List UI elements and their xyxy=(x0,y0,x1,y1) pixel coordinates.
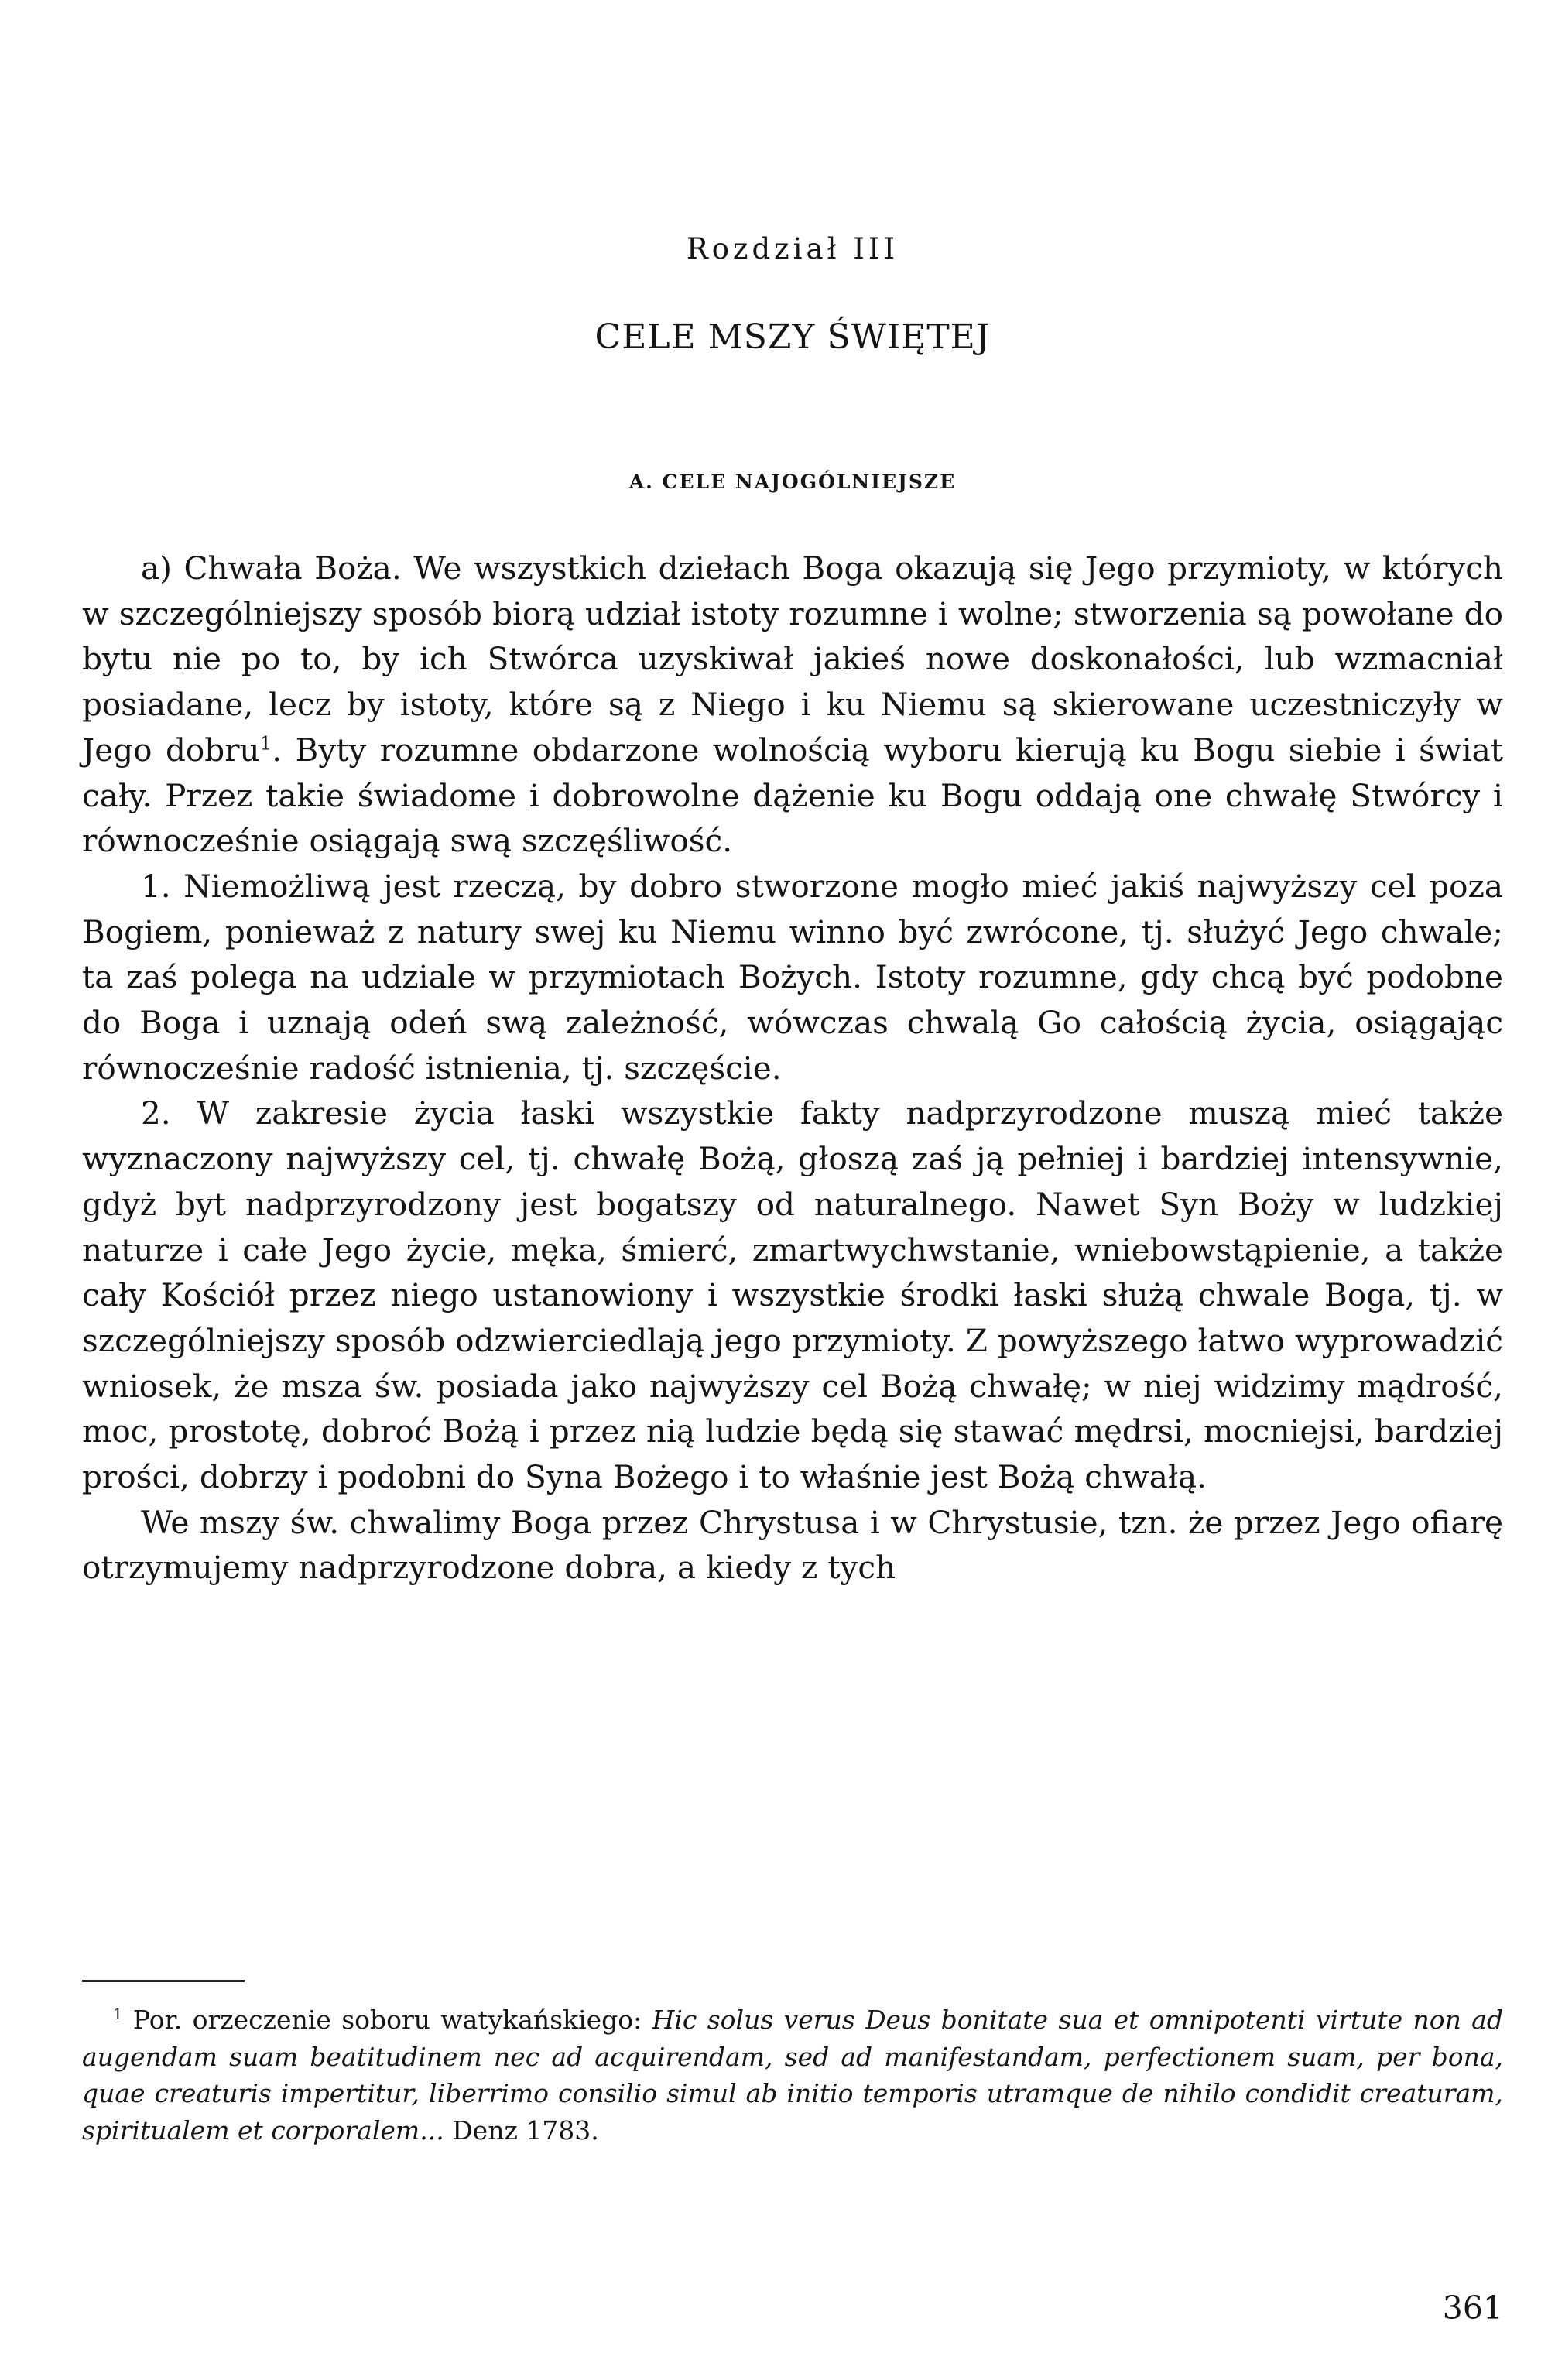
footnote-marker: 1 xyxy=(113,2005,123,2023)
page-number: 361 xyxy=(1442,2289,1503,2327)
footnote-divider xyxy=(82,1980,245,1982)
footnote xyxy=(82,2002,1503,2149)
section-heading: A. CELE NAJOGÓLNIEJSZE xyxy=(628,471,957,493)
chapter-title: CELE MSZY ŚWIĘTEJ xyxy=(594,317,991,357)
footnote-intro: Por. orzeczenie soboru watykańskiego: xyxy=(132,2005,642,2035)
footnote-reference: 1 xyxy=(259,731,272,755)
paragraph-chwala-boza xyxy=(82,546,1503,864)
footnote-source: Denz 1783. xyxy=(452,2115,599,2145)
chapter-label: Rozdział III xyxy=(686,232,899,265)
body-text xyxy=(82,546,1503,1591)
paragraph-text: a) Chwała Boża. We wszystkich dziełach Boga okazują się Jego przymioty, w których w szczególniejszy sposób biorą udział istoty rozumne i wolne; stworzenia są powołane do bytu nie po to, by ich Stwórca uzyskiwał jakieś nowe doskonałości, lub wzmacniał posiadane, lecz by istoty, które są z Niego i ku Niemu są skierowane uczestniczyły w Jego dobru xyxy=(82,550,1503,769)
paragraph-point-1: 1. Niemożliwą jest rzeczą, by dobro stworzone mogło mieć jakiś najwyższy cel poza Bogiem, ponieważ z natury swej ku Niemu winno być zwrócone, tj. służyć Jego chwale; ta zaś polega na udziale w przymiotach Bożych. Istoty rozumne, gdy chcą być podobne do Boga i uznają odeń swą zależność, wówczas chwalą Go całością życia, osiągając równocześnie radość istnienia, tj. szczęście. xyxy=(82,867,1503,1087)
book-page xyxy=(82,0,1503,2380)
footnote-latin-quote: Hic solus verus Deus bonitate sua et omnipotenti virtute non ad augendam suam beatitudinem nec ad acquirendam, sed ad manifestandam, perfectionem suam, per bona, quae creaturis impertitur, liberrimo consilio simul ab initio temporis utramque de nihilo condidit creaturam, spiritualem et corporalem... xyxy=(82,2005,1503,2145)
paragraph-msza: We mszy św. chwalimy Boga przez Chrystusa i w Chrystusie, tzn. że przez Jego ofiarę otrzymujemy nadprzyrodzone dobra, a kiedy z tych xyxy=(82,1503,1503,1587)
paragraph-text: . Byty rozumne obdarzone wolnością wyboru kierują ku Bogu siebie i świat cały. Przez takie świadome i dobrowolne dążenie ku Bogu oddają one chwałę Stwórcy i równocześnie osiągają swą szczęśliwość. xyxy=(82,731,1503,860)
paragraph-point-2: 2. W zakresie życia łaski wszystkie fakty nadprzyrodzone muszą mieć także wyznaczony najwyższy cel, tj. chwałę Bożą, głoszą zaś ją pełniej i bardziej intensywnie, gdyż byt nadprzyrodzony jest bogatszy od naturalnego. Nawet Syn Boży w ludzkiej naturze i całe Jego życie, męka, śmierć, zmartwychwstanie, wniebowstąpienie, a także cały Kościół przez niego ustanowiony i wszystkie środki łaski służą chwale Boga, tj. w szczególniejszy sposób odzwierciedlają jego przymioty. Z powyższego łatwo wyprowadzić wniosek, że msza św. posiada jako najwyższy cel Bożą chwałę; w niej widzimy mądrość, moc, prostotę, dobroć Bożą i przez nią ludzie będą się stawać mędrsi, mocniejsi, bardziej prości, dobrzy i podobni do Syna Bożego i to właśnie jest Bożą chwałą. xyxy=(82,1094,1503,1496)
